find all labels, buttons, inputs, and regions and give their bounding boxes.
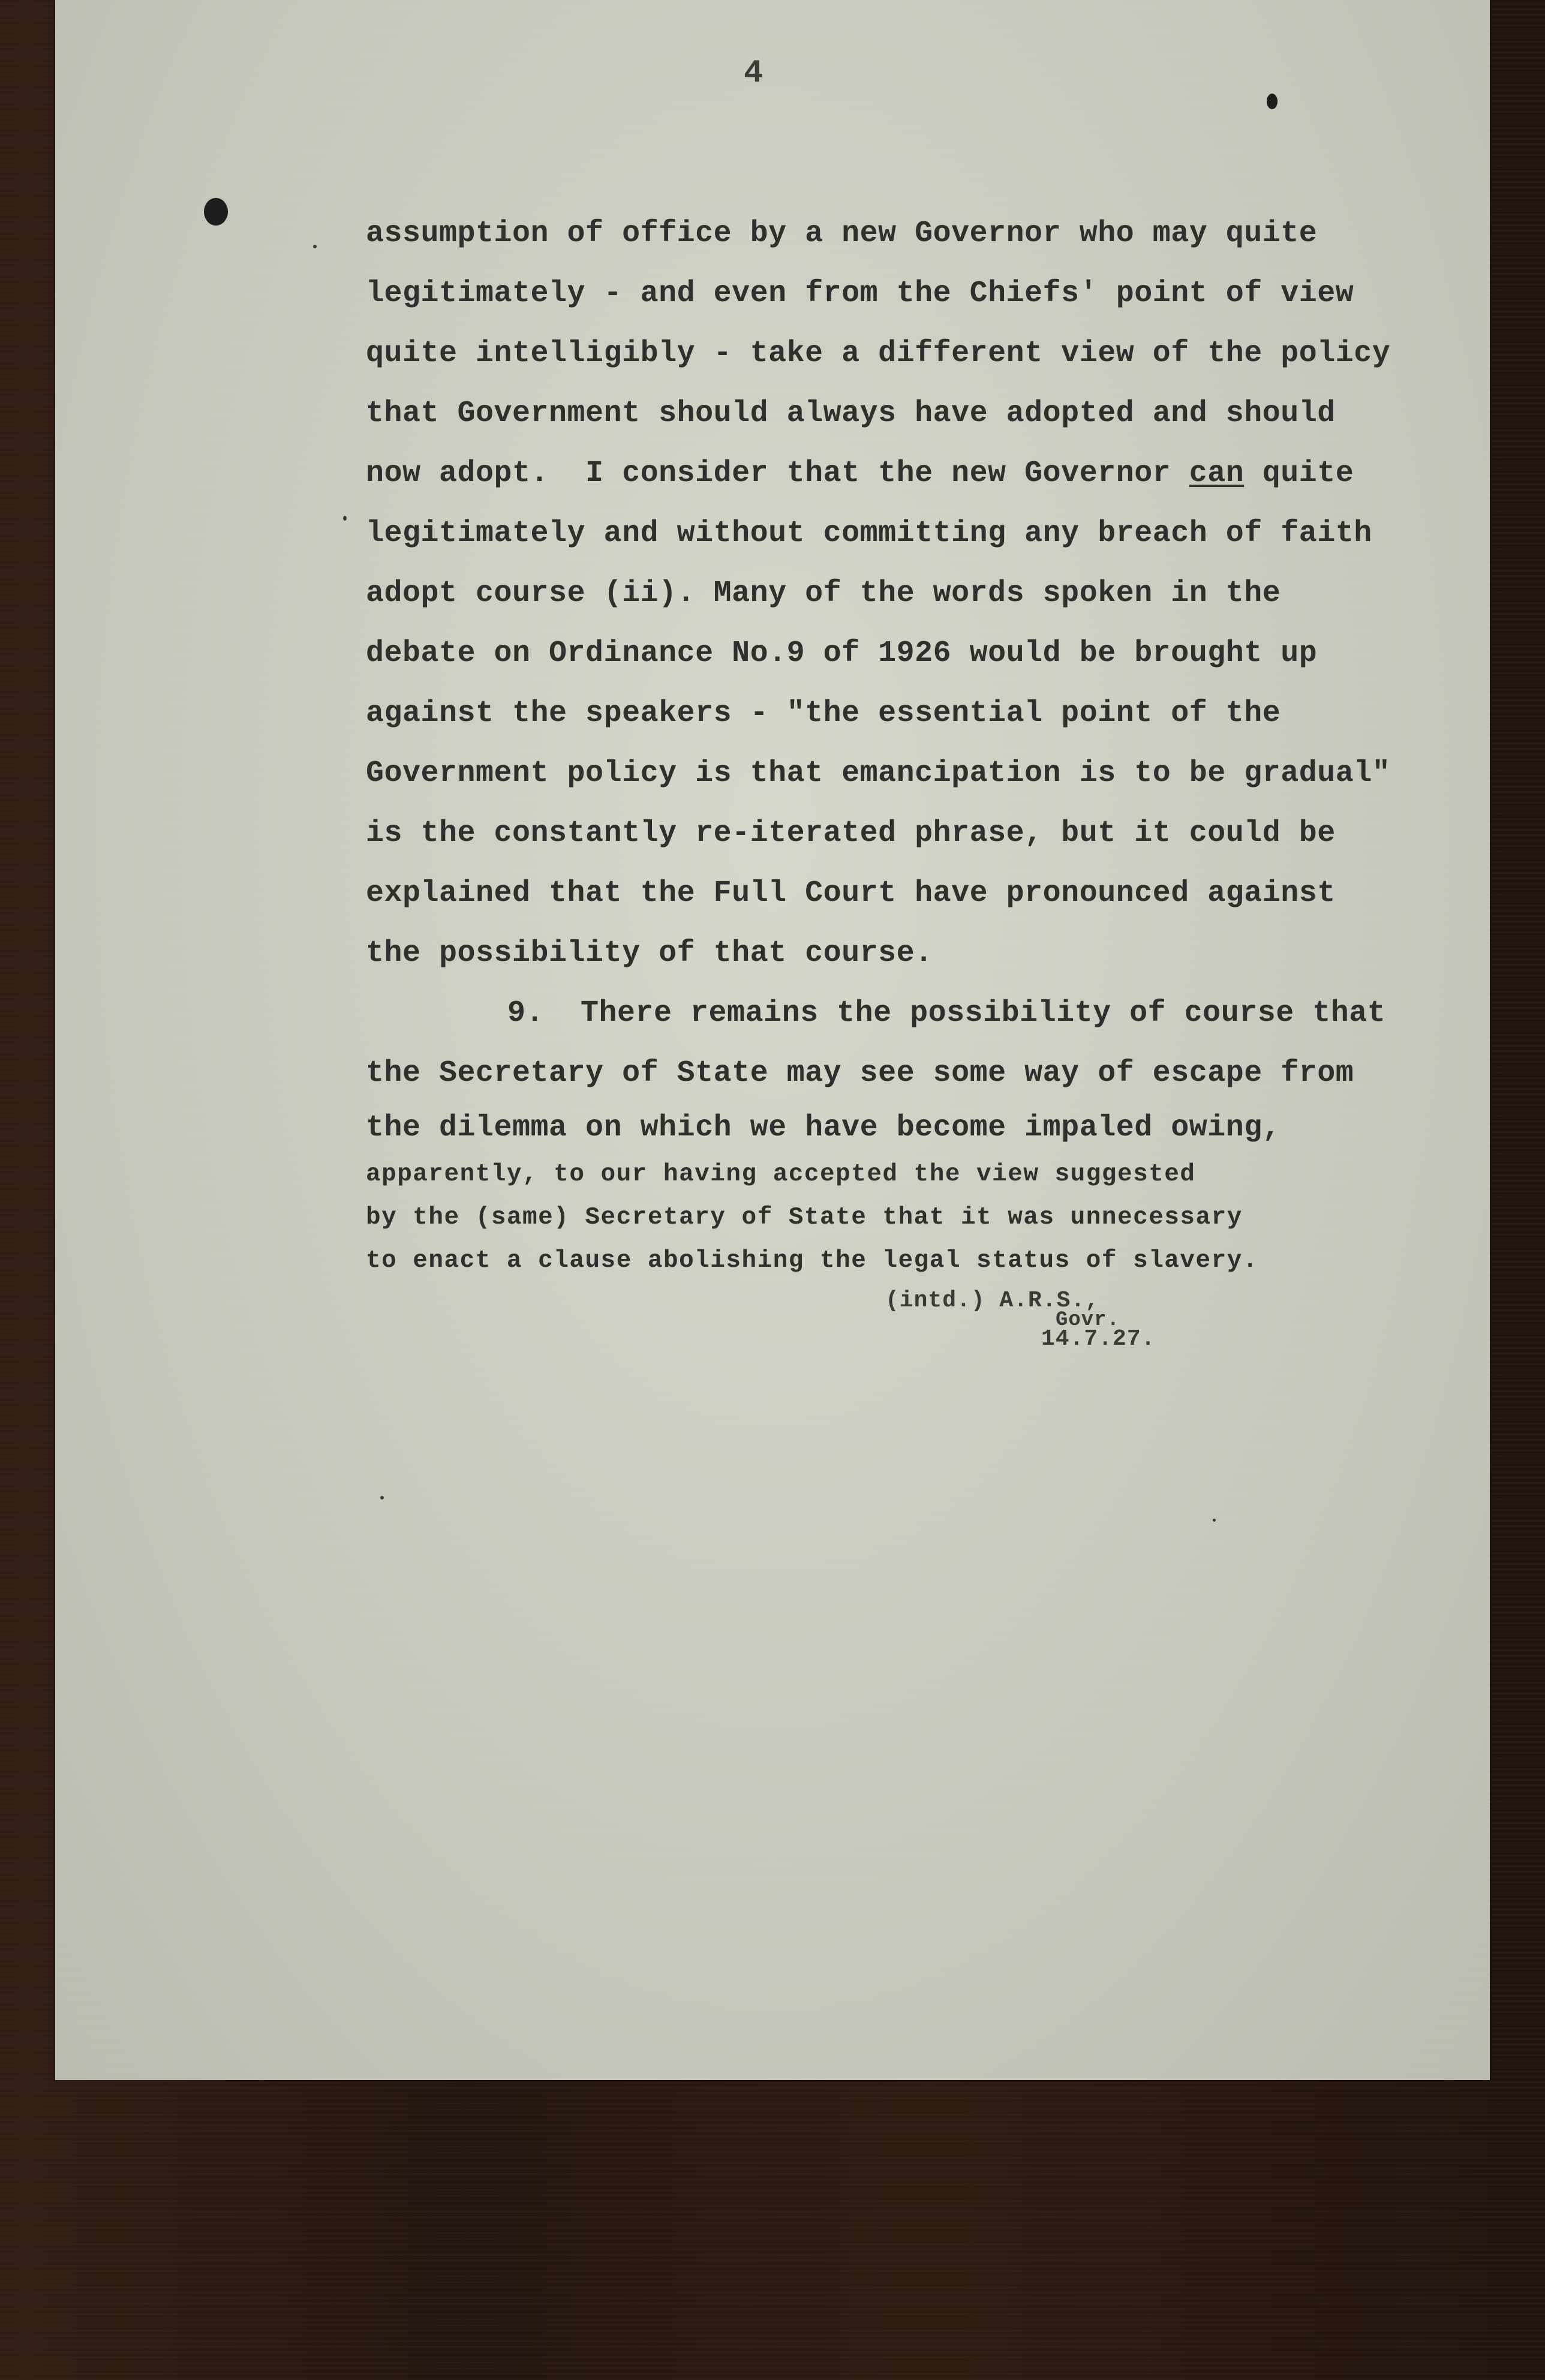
text-segment: quite <box>1244 456 1354 491</box>
text-line: quite intelligibly - take a different view of the policy <box>366 336 1391 371</box>
text-line: legitimately - and even from the Chiefs' point of view <box>366 277 1354 311</box>
paragraph-9-first-line: 9. There remains the possibility of course that <box>507 996 1386 1030</box>
signature-title: Govr. <box>1056 1309 1120 1332</box>
text-line: adopt course (ii). Many of the words spoken in the <box>366 576 1281 611</box>
text-line: the Secretary of State may see some way of escape from <box>366 1056 1354 1090</box>
signature-date: 14.7.27. <box>1041 1326 1156 1352</box>
memo-body <box>366 204 1445 1282</box>
paper-speck <box>313 245 317 248</box>
page-number: 4 <box>744 55 764 92</box>
text-line: legitimately and without committing any breach of faith <box>366 516 1372 551</box>
underlined-word: can <box>1189 456 1245 491</box>
text-line: debate on Ordinance No.9 of 1926 would be brought up <box>366 636 1318 671</box>
text-line <box>366 444 1445 504</box>
text-line: apparently, to our having accepted the view suggested <box>366 1161 1196 1188</box>
text-line: the possibility of that course. <box>366 936 933 970</box>
text-line: Government policy is that emancipation is to be gradual" <box>366 756 1391 791</box>
text-line: is the constantly re-iterated phrase, but it could be <box>366 816 1336 851</box>
paper-speck <box>343 516 347 521</box>
signature-initials: (intd.) A.R.S., <box>885 1288 1100 1314</box>
ink-blot <box>204 198 228 226</box>
text-line: to enact a clause abolishing the legal status of slavery. <box>366 1247 1258 1275</box>
text-line: by the (same) Secretary of State that it was unnecessary <box>366 1204 1243 1231</box>
text-line: explained that the Full Court have pronounced against <box>366 876 1336 910</box>
text-line: the dilemma on which we have become impaled owing, <box>366 1111 1281 1145</box>
paper-speck <box>380 1496 384 1499</box>
paper-speck <box>1213 1519 1216 1522</box>
document-page <box>55 0 1490 2080</box>
text-line: assumption of office by a new Governor who may quite <box>366 217 1318 251</box>
text-line: against the speakers - "the essential point of the <box>366 696 1281 731</box>
ink-dot <box>1267 94 1278 109</box>
text-line: that Government should always have adopted and should <box>366 396 1336 431</box>
signature-block <box>885 1290 1155 1351</box>
text-segment: now adopt. I consider that the new Governor <box>366 456 1189 491</box>
